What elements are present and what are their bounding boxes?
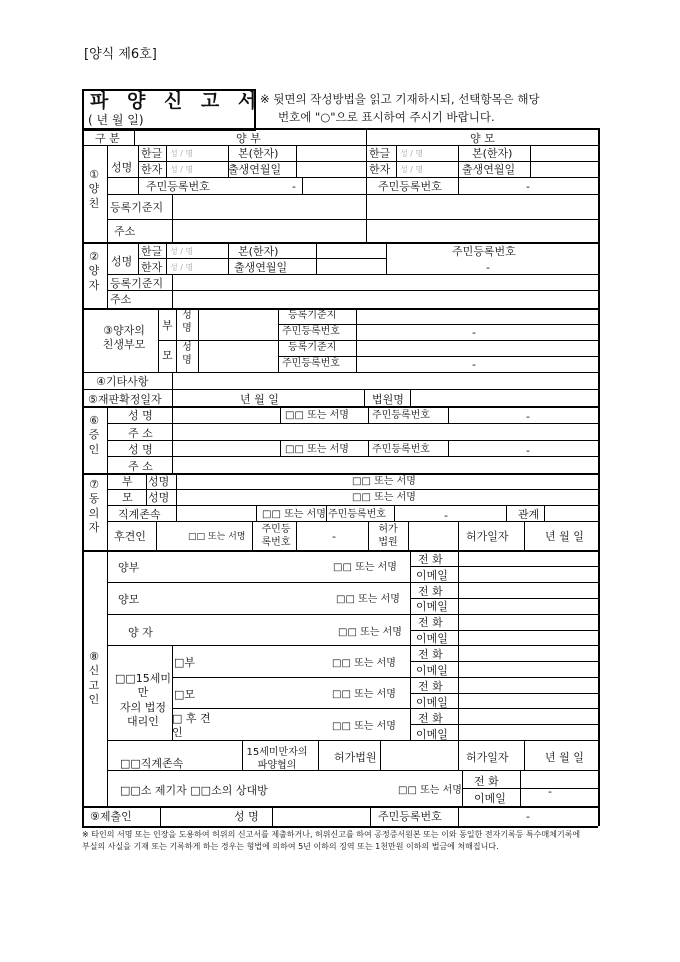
reporter-yangja-phone-label: 전 화: [418, 616, 443, 629]
grid-line: [462, 788, 598, 789]
consent-permit-date-label: 허가일자: [466, 530, 509, 543]
reporter-legal-mother-option: □모: [174, 688, 196, 701]
consent-ascendant-rrn-label: 주민등록번호: [328, 509, 386, 520]
grid-line: [368, 521, 369, 550]
section-1-label: ① 양 친: [88, 168, 100, 210]
reporter-yangmo-label: 양모: [118, 593, 140, 606]
parent-address-label: 주소: [114, 225, 136, 238]
grid-line: [278, 356, 598, 357]
grid-line: [158, 340, 598, 341]
consent-father-signature: □□ 또는 서명: [352, 476, 416, 487]
reporter-yangbu-label: 양부: [118, 561, 140, 574]
mother-hangul-label: 한글: [369, 147, 391, 160]
mother-hanja-label: 한자: [369, 163, 391, 176]
child-hanja-placeholder: 성 / 명: [170, 263, 194, 272]
reporter-legal-rep-label: □□15세미만 자의 법정 대리인: [114, 672, 172, 728]
father-hangul-placeholder: 성 / 명: [170, 149, 194, 158]
consent-mother-signature: □□ 또는 서명: [352, 492, 416, 503]
consent-relation-label: 관계: [518, 508, 540, 521]
witness1-rrn-dash: -: [526, 410, 530, 423]
section-6-label: ⑥ 증 인: [88, 414, 100, 456]
grid-line: [107, 440, 598, 441]
child-bon-label: 본(한자): [238, 245, 279, 258]
reporter-legal-father-signature: □□ 또는 서명: [332, 658, 396, 669]
grid-line: [82, 128, 84, 826]
reporter-consult-label: 15세미만자의 파양협의: [246, 747, 308, 771]
reporter-yangmo-email-label: 이메일: [416, 600, 448, 613]
grid-line: [138, 161, 598, 162]
grid-line: [598, 128, 600, 826]
section-8-label: ⑧ 신 고 인: [88, 650, 100, 706]
report-date: ( 년 월 일): [88, 113, 144, 127]
mother-birth-label: 출생연월일: [462, 163, 516, 176]
grid-line: [107, 505, 598, 506]
bio-mother-rrn-label: 주민등록번호: [282, 358, 340, 369]
header-gubun: 구 분: [95, 132, 120, 145]
father-rrn-label: 주민등록번호: [146, 180, 210, 193]
grid-line: [107, 194, 598, 195]
grid-line: [82, 308, 598, 310]
grid-line: [107, 614, 598, 615]
parent-name-label: 성명: [111, 161, 133, 174]
grid-line: [107, 219, 598, 220]
grid-line: [107, 550, 108, 806]
consent-guardian-label: 후견인: [114, 530, 146, 543]
submitter-rrn-label: 주민등록번호: [378, 810, 442, 823]
grid-line: [458, 521, 459, 550]
father-birth-label: 출생연월일: [228, 163, 282, 176]
grid-line: [252, 521, 253, 550]
reporter-legal-guardian-signature: □□ 또는 서명: [332, 721, 396, 732]
grid-line: [82, 826, 598, 828]
father-bon-label: 본(한자): [238, 147, 279, 160]
mother-hanja-placeholder: 성 / 명: [400, 165, 424, 174]
father-hanja-label: 한자: [141, 163, 163, 176]
witness2-signature: □□ 또는 서명: [285, 444, 349, 455]
bio-father-name-label: 성 명: [182, 310, 192, 334]
judgment-date-ymd: 년 월 일: [240, 393, 279, 406]
grid-line: [524, 521, 525, 550]
grid-line: [107, 274, 598, 275]
reporter-permit-date-ymd: 년 월 일: [545, 751, 584, 764]
grid-line: [506, 505, 507, 521]
witness2-rrn-dash: -: [526, 444, 530, 457]
grid-line: [280, 440, 281, 456]
reporter-ascendant-option: □□직계존속: [120, 757, 184, 770]
grid-line: [107, 770, 598, 771]
witness2-name-label: 성 명: [128, 443, 153, 456]
grid-line: [326, 505, 327, 521]
consent-guardian-signature: □□ 또는 서명: [188, 532, 246, 542]
submitter-rrn-dash: -: [526, 810, 530, 823]
child-birth-label: 출생연월일: [234, 261, 288, 274]
section-5-label: ⑤재판확정일자: [88, 393, 162, 406]
mother-rrn-label: 주민등록번호: [378, 180, 442, 193]
reporter-yangmo-phone-label: 전 화: [418, 585, 443, 598]
consent-father-name-label: 성명: [148, 475, 170, 488]
form-title: 파 양 신 고 서: [90, 90, 263, 112]
reporter-yangbu-email-label: 이메일: [416, 569, 448, 582]
consent-ascendant-signature: □□ 또는 서명: [262, 509, 326, 520]
consent-father-label: 부: [122, 475, 133, 488]
bio-father-rrn-dash: -: [472, 326, 476, 339]
child-address-label: 주소: [110, 293, 132, 306]
mother-bon-label: 본(한자): [472, 147, 513, 160]
grid-line: [410, 661, 598, 662]
grid-line: [160, 806, 161, 826]
grid-line: [172, 372, 173, 406]
grid-line: [544, 505, 545, 521]
grid-line: [408, 521, 409, 550]
grid-line: [176, 505, 177, 521]
grid-line: [82, 145, 598, 146]
grid-line: [278, 324, 598, 325]
witness1-signature: □□ 또는 서명: [285, 410, 349, 421]
grid-line: [410, 598, 598, 599]
consent-permit-date-ymd: 년 월 일: [545, 530, 584, 543]
grid-line: [82, 372, 598, 373]
notice-text-1: ※ 뒷면의 작성방법을 읽고 기재하시되, 선택항목은 해당: [260, 92, 540, 106]
grid-line: [138, 258, 386, 259]
reporter-legal-father-option: □부: [174, 656, 196, 669]
grid-line: [280, 406, 281, 423]
section-2-label: ② 양 자: [88, 250, 100, 292]
grid-line: [410, 630, 598, 631]
father-hangul-label: 한글: [141, 147, 163, 160]
grid-line: [524, 740, 525, 770]
bio-mother-basis-label: 등록기준지: [288, 342, 337, 353]
grid-line: [364, 389, 365, 406]
child-hangul-placeholder: 성 / 명: [170, 247, 194, 256]
child-hangul-label: 한글: [141, 245, 163, 258]
witness1-address-label: 주 소: [128, 427, 153, 440]
child-rrn-dash: -: [486, 261, 490, 274]
child-hanja-label: 한자: [141, 261, 163, 274]
bio-father-rrn-label: 주민등록번호: [282, 326, 340, 337]
grid-line: [394, 505, 395, 521]
grid-line: [107, 423, 598, 424]
reporter-permit-court-label: 허가법원: [334, 751, 377, 764]
child-basis-label: 등록기준지: [110, 277, 164, 290]
grid-line: [172, 274, 173, 308]
grid-line: [82, 242, 598, 244]
consent-guardian-rrn-label: 주민등 록번호: [261, 524, 291, 548]
grid-line: [82, 389, 598, 390]
bio-mother-rrn-dash: -: [472, 358, 476, 371]
child-name-label: 성명: [111, 255, 133, 268]
grid-line: [272, 806, 273, 826]
grid-line: [458, 177, 459, 194]
consent-mother-label: 모: [122, 491, 133, 504]
footnote: ※ 타인의 서명 또는 인장을 도용하여 허위의 신고서를 제출하거나, 허위신고를 하여 공정증서원본 또는 이와 동일한 전자기록등 특수매체기록에 부실의 사실을 기재 또는 기록하게 하는 경우는 형법에 의하여 5년 이하의 징역 또는 1천만원 이하의 벌금에 처해집니다.: [82, 830, 581, 852]
section-3-label: ③양자의 친생부모: [102, 324, 146, 352]
grid-line: [82, 550, 598, 552]
witness1-name-label: 성 명: [128, 409, 153, 422]
grid-line: [172, 194, 173, 242]
bio-father-basis-label: 등록기준지: [288, 310, 337, 321]
grid-line: [107, 242, 108, 308]
consent-mother-name-label: 성명: [148, 491, 170, 504]
reporter-legal-mother-phone-label: 전 화: [418, 680, 443, 693]
grid-line: [107, 489, 598, 490]
reporter-legal-father-email-label: 이메일: [416, 664, 448, 677]
consent-ascendant-rrn-dash: -: [444, 509, 448, 522]
grid-line: [448, 406, 449, 423]
parent-basis-label: 등록기준지: [110, 201, 164, 214]
grid-line: [386, 242, 387, 274]
grid-line: [370, 806, 371, 826]
grid-line: [107, 645, 598, 646]
grid-line: [458, 806, 459, 826]
header-mother: 양 모: [470, 132, 495, 145]
witness2-address-label: 주 소: [128, 460, 153, 473]
grid-line: [107, 582, 598, 583]
reporter-lawsuit-option: □□소 제기자 □□소의 상대방: [120, 784, 268, 797]
grid-line: [302, 177, 303, 194]
reporter-legal-father-phone-label: 전 화: [418, 648, 443, 661]
child-rrn-label: 주민등록번호: [452, 245, 516, 258]
notice-text-2: 번호에 "○"으로 표시하여 주시기 바랍니다.: [278, 110, 495, 124]
form-number: [양식 제6호]: [84, 47, 157, 62]
bio-father-label: 부: [162, 319, 173, 332]
grid-line: [368, 440, 369, 456]
grid-line: [107, 177, 598, 178]
section-4-label: ④기타사항: [96, 375, 149, 388]
consent-guardian-rrn-dash: -: [332, 530, 336, 543]
submitter-name-label: 성 명: [234, 810, 259, 823]
mother-rrn-dash: -: [526, 180, 530, 193]
grid-line: [448, 440, 449, 456]
consent-ascendant-label: 직계존속: [118, 508, 161, 521]
reporter-yangmo-signature: □□ 또는 서명: [336, 594, 400, 605]
bio-mother-label: 모: [162, 349, 173, 362]
grid-line: [242, 740, 243, 770]
grid-line: [172, 677, 598, 678]
reporter-lawsuit-email-label: 이메일: [474, 792, 506, 805]
reporter-legal-mother-email-label: 이메일: [416, 696, 448, 709]
grid-line: [107, 290, 598, 291]
reporter-legal-guardian-option: □ 후 견 인: [172, 712, 211, 740]
grid-line: [410, 693, 598, 694]
grid-line: [256, 505, 257, 521]
reporter-yangbu-signature: □□ 또는 서명: [333, 562, 397, 573]
reporter-yangbu-phone-label: 전 화: [418, 553, 443, 566]
grid-line: [366, 177, 367, 242]
court-name-label: 법원명: [372, 393, 404, 406]
reporter-permit-date-label: 허가일자: [466, 751, 509, 764]
grid-line: [107, 456, 598, 457]
grid-line: [318, 740, 319, 770]
reporter-yangja-label: 양 자: [128, 626, 153, 639]
father-hanja-placeholder: 성 / 명: [170, 165, 194, 174]
reporter-legal-guardian-phone-label: 전 화: [418, 712, 443, 725]
reporter-lawsuit-phone-label: 전 화: [474, 775, 499, 788]
consent-permit-court-label: 허가 법원: [378, 524, 398, 548]
grid-line: [172, 708, 598, 709]
header-father: 양 부: [236, 132, 261, 145]
grid-line: [368, 406, 369, 423]
section-9-label: ⑨제출인: [90, 810, 132, 823]
grid-line: [410, 389, 411, 406]
reporter-lawsuit-signature: □□ 또는 서명: [398, 785, 462, 796]
bio-mother-name-label: 성 명: [182, 342, 192, 366]
reporter-lawsuit-dash: -: [548, 785, 552, 798]
grid-line: [296, 521, 297, 550]
grid-line: [82, 406, 598, 408]
father-rrn-dash: -: [292, 180, 296, 193]
grid-line: [156, 521, 157, 550]
grid-line: [458, 740, 459, 770]
section-7-label: ⑦ 동 의 자: [88, 478, 100, 534]
grid-line: [138, 177, 139, 194]
grid-line: [107, 473, 108, 550]
grid-line: [380, 740, 381, 770]
reporter-yangja-signature: □□ 또는 서명: [338, 627, 402, 638]
mother-hangul-placeholder: 성 / 명: [400, 149, 424, 158]
witness2-rrn-label: 주민등록번호: [372, 444, 430, 455]
reporter-legal-guardian-email-label: 이메일: [416, 728, 448, 741]
reporter-legal-mother-signature: □□ 또는 서명: [332, 689, 396, 700]
witness1-rrn-label: 주민등록번호: [372, 410, 430, 421]
reporter-yangja-email-label: 이메일: [416, 632, 448, 645]
grid-line: [410, 566, 598, 567]
